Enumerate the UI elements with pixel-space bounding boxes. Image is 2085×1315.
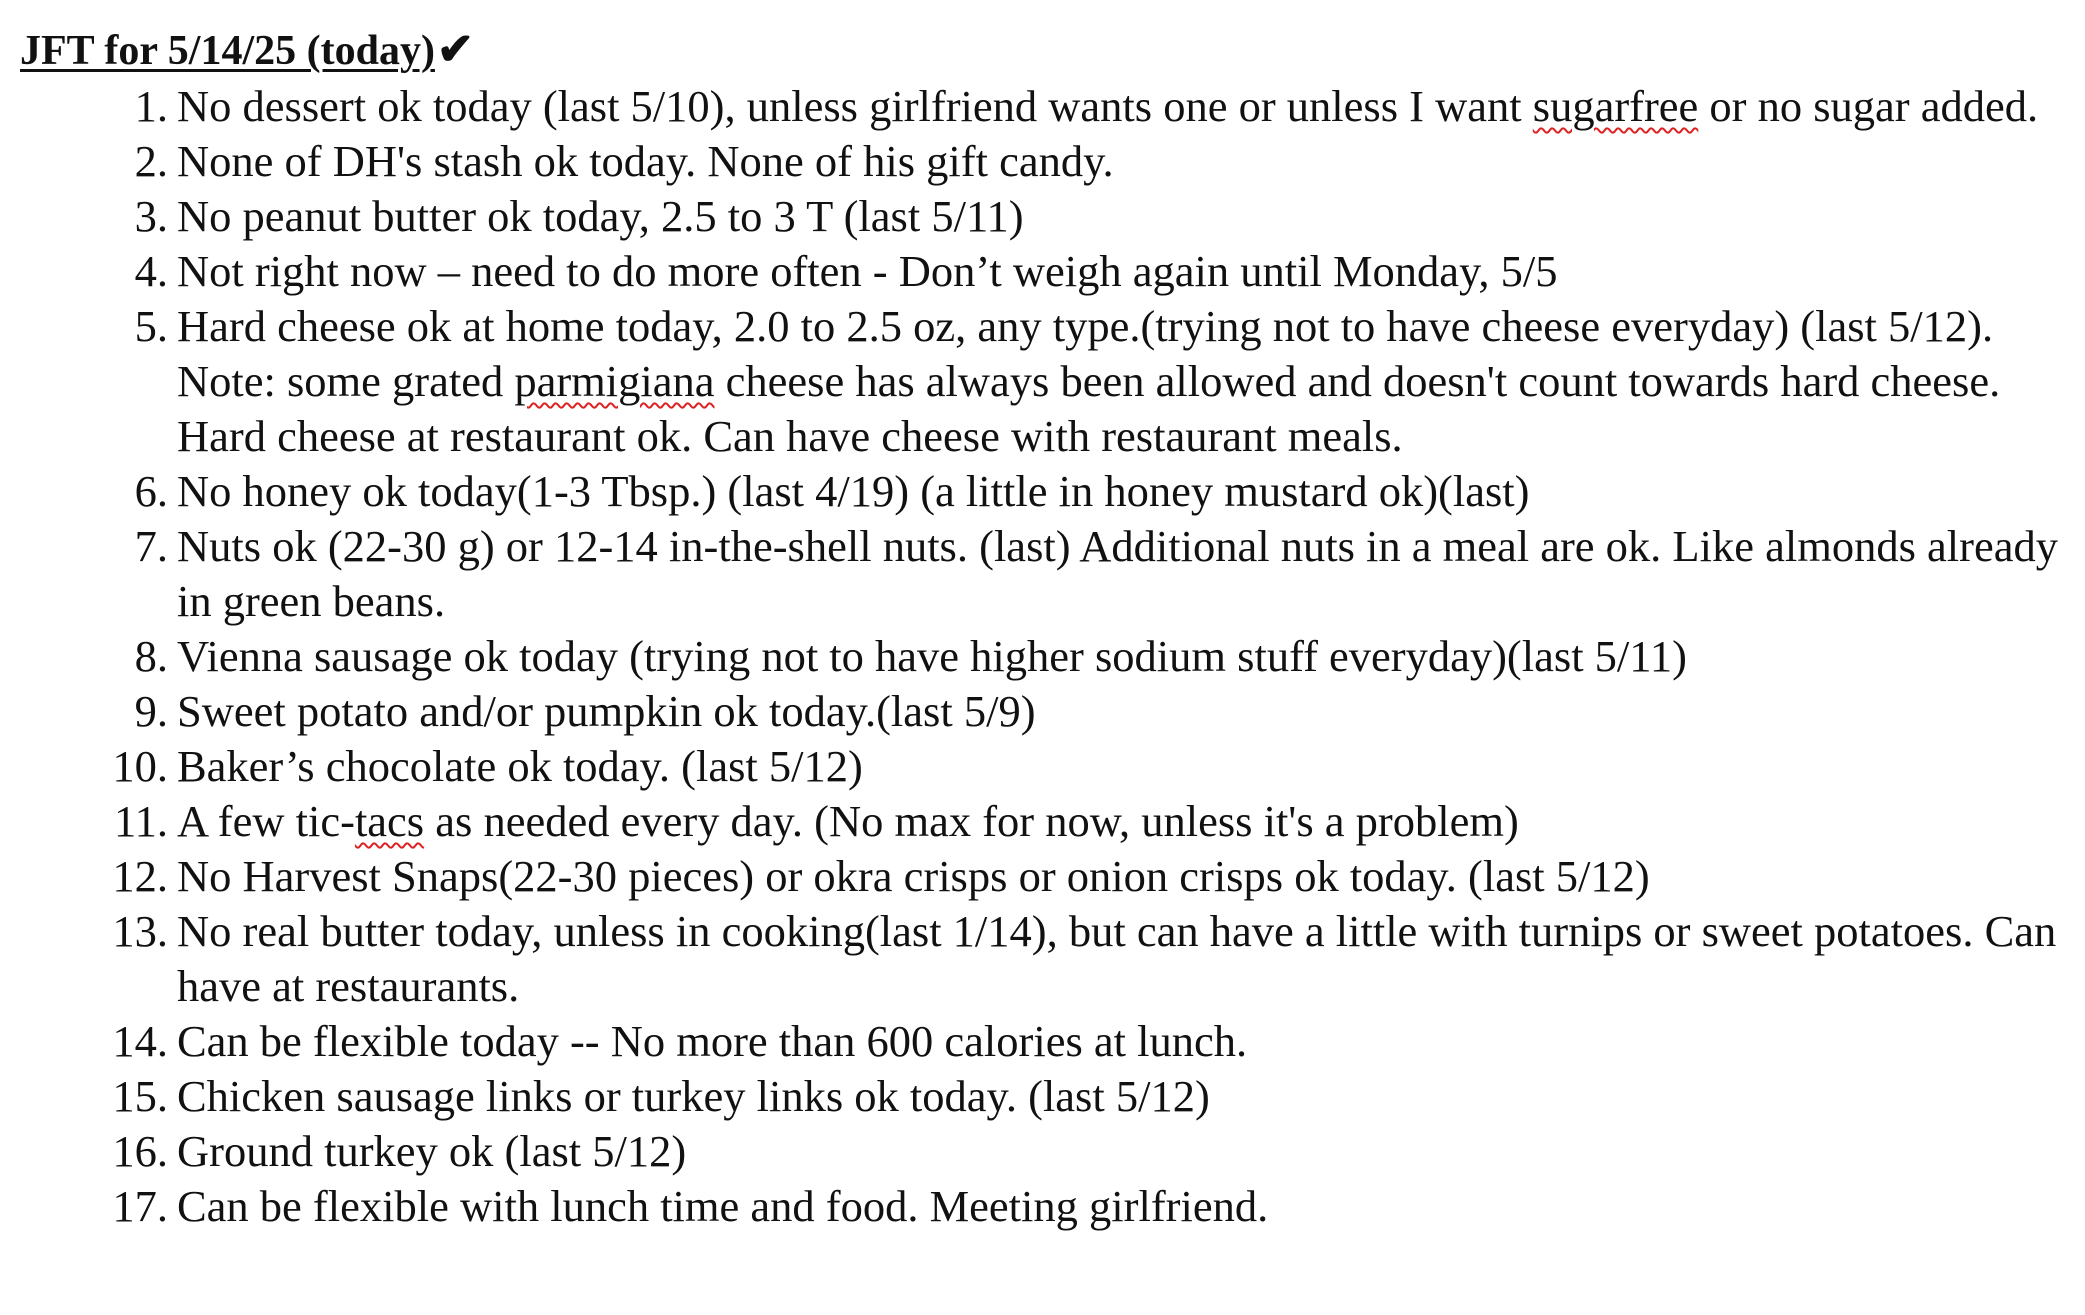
spellcheck-flagged-word: sugarfree: [1532, 81, 1699, 131]
list-item: [0, 134, 2085, 189]
heading-title: JFT for 5/14/25 (today): [20, 28, 435, 74]
list-item-text: [177, 299, 2062, 464]
list-item: [0, 299, 2085, 464]
list-item-number: 2.: [134, 136, 168, 186]
checkmark-icon: ✔: [436, 25, 474, 74]
list-item-number: 13.: [112, 906, 168, 956]
list-item-number: 14.: [112, 1016, 168, 1066]
list-item-text-part: No Harvest Snaps(22-30 pieces) or okra crisps or onion crisps ok today. (last 5/12): [177, 851, 1650, 901]
list-item-number: 3.: [134, 191, 168, 241]
list-item-text: [177, 629, 2062, 684]
rules-list: [0, 79, 2085, 1234]
list-item: [0, 849, 2085, 904]
list-item-text-part: Vienna sausage ok today (trying not to have higher sodium stuff everyday)(last 5/11): [177, 631, 1687, 681]
list-item-text-part: or no sugar added.: [1698, 81, 2039, 131]
list-item: [0, 684, 2085, 739]
list-item-text: [177, 1179, 2062, 1234]
list-item-number: 4.: [134, 246, 168, 296]
list-item-text-part: Hard cheese ok at home today, 2.0 to 2.5 oz, any type.(trying not to have cheese everyday) (last 5/12). Note: some grated: [177, 301, 1994, 406]
list-item-number: 10.: [112, 741, 168, 791]
list-item-text-part: Can be flexible with lunch time and food. Meeting girlfriend.: [177, 1181, 1269, 1231]
list-item: [0, 1179, 2085, 1234]
list-item-number: 16.: [112, 1126, 168, 1176]
list-item-text-part: No peanut butter ok today, 2.5 to 3 T (last 5/11): [177, 191, 1024, 241]
list-item: [0, 519, 2085, 629]
list-item-text: [177, 134, 2062, 189]
list-item-text: [177, 79, 2062, 134]
list-item-number: 8.: [134, 631, 168, 681]
list-item: [0, 189, 2085, 244]
list-item-text: [177, 189, 2062, 244]
list-item-number: 11.: [114, 796, 168, 846]
list-item-text-part: cheese has always been allowed and doesn't count towards hard cheese. Hard cheese at restaurant ok. Can have cheese with restaurant meals.: [177, 356, 2001, 461]
list-item-number: 1.: [134, 81, 168, 131]
list-item-number: 7.: [134, 521, 168, 571]
list-item-text: [177, 684, 2062, 739]
list-item-text: [177, 904, 2062, 1014]
list-item-text-part: No honey ok today(1-3 Tbsp.) (last 4/19) (a little in honey mustard ok)(last): [177, 466, 1530, 516]
list-item-text: [177, 464, 2062, 519]
list-item: [0, 1069, 2085, 1124]
list-item-number: 6.: [134, 466, 168, 516]
list-item-text-part: Nuts ok (22-30 g) or 12-14 in-the-shell nuts. (last) Additional nuts in a meal are ok. Like almonds already in green beans.: [177, 521, 2058, 626]
list-item-text: [177, 794, 2062, 849]
list-item-text-part: Can be flexible today -- No more than 600 calories at lunch.: [177, 1016, 1248, 1066]
list-item-number: 15.: [112, 1071, 168, 1121]
list-item: [0, 79, 2085, 134]
document-heading: [20, 22, 474, 79]
list-item-text-part: No real butter today, unless in cooking(last 1/14), but can have a little with turnips or sweet potatoes. Can have at restaurants.: [177, 906, 2057, 1011]
list-item-number: 17.: [112, 1181, 168, 1231]
list-item-text: [177, 739, 2062, 794]
list-item: [0, 629, 2085, 684]
list-item-text-part: Ground turkey ok (last 5/12): [177, 1126, 687, 1176]
list-item: [0, 464, 2085, 519]
list-item-text-part: A few tic-: [177, 796, 355, 846]
list-item-text-part: Baker’s chocolate ok today. (last 5/12): [177, 741, 863, 791]
list-item-text: [177, 519, 2062, 629]
list-item-text-part: Sweet potato and/or pumpkin ok today.(last 5/9): [177, 686, 1036, 736]
list-item: [0, 794, 2085, 849]
list-item-text: [177, 849, 2062, 904]
list-item-text-part: No dessert ok today (last 5/10), unless girlfriend wants one or unless I want: [177, 81, 1533, 131]
list-item: [0, 739, 2085, 794]
list-item: [0, 1124, 2085, 1179]
list-item-number: 5.: [134, 301, 168, 351]
list-item: [0, 244, 2085, 299]
list-item-number: 9.: [134, 686, 168, 736]
list-item-text: [177, 1069, 2062, 1124]
spellcheck-flagged-word: parmigiana: [514, 356, 715, 406]
list-item: [0, 904, 2085, 1014]
list-item-text: [177, 1124, 2062, 1179]
list-item-text-part: Not right now – need to do more often - Don’t weigh again until Monday, 5/5: [177, 246, 1558, 296]
list-item-text-part: Chicken sausage links or turkey links ok today. (last 5/12): [177, 1071, 1210, 1121]
list-item: [0, 1014, 2085, 1069]
list-item-number: 12.: [112, 851, 168, 901]
list-item-text: [177, 1014, 2062, 1069]
spellcheck-flagged-word: tacs: [354, 796, 425, 846]
list-item-text: [177, 244, 2062, 299]
list-item-text-part: None of DH's stash ok today. None of his gift candy.: [177, 136, 1114, 186]
list-item-text-part: as needed every day. (No max for now, unless it's a problem): [424, 796, 1519, 846]
